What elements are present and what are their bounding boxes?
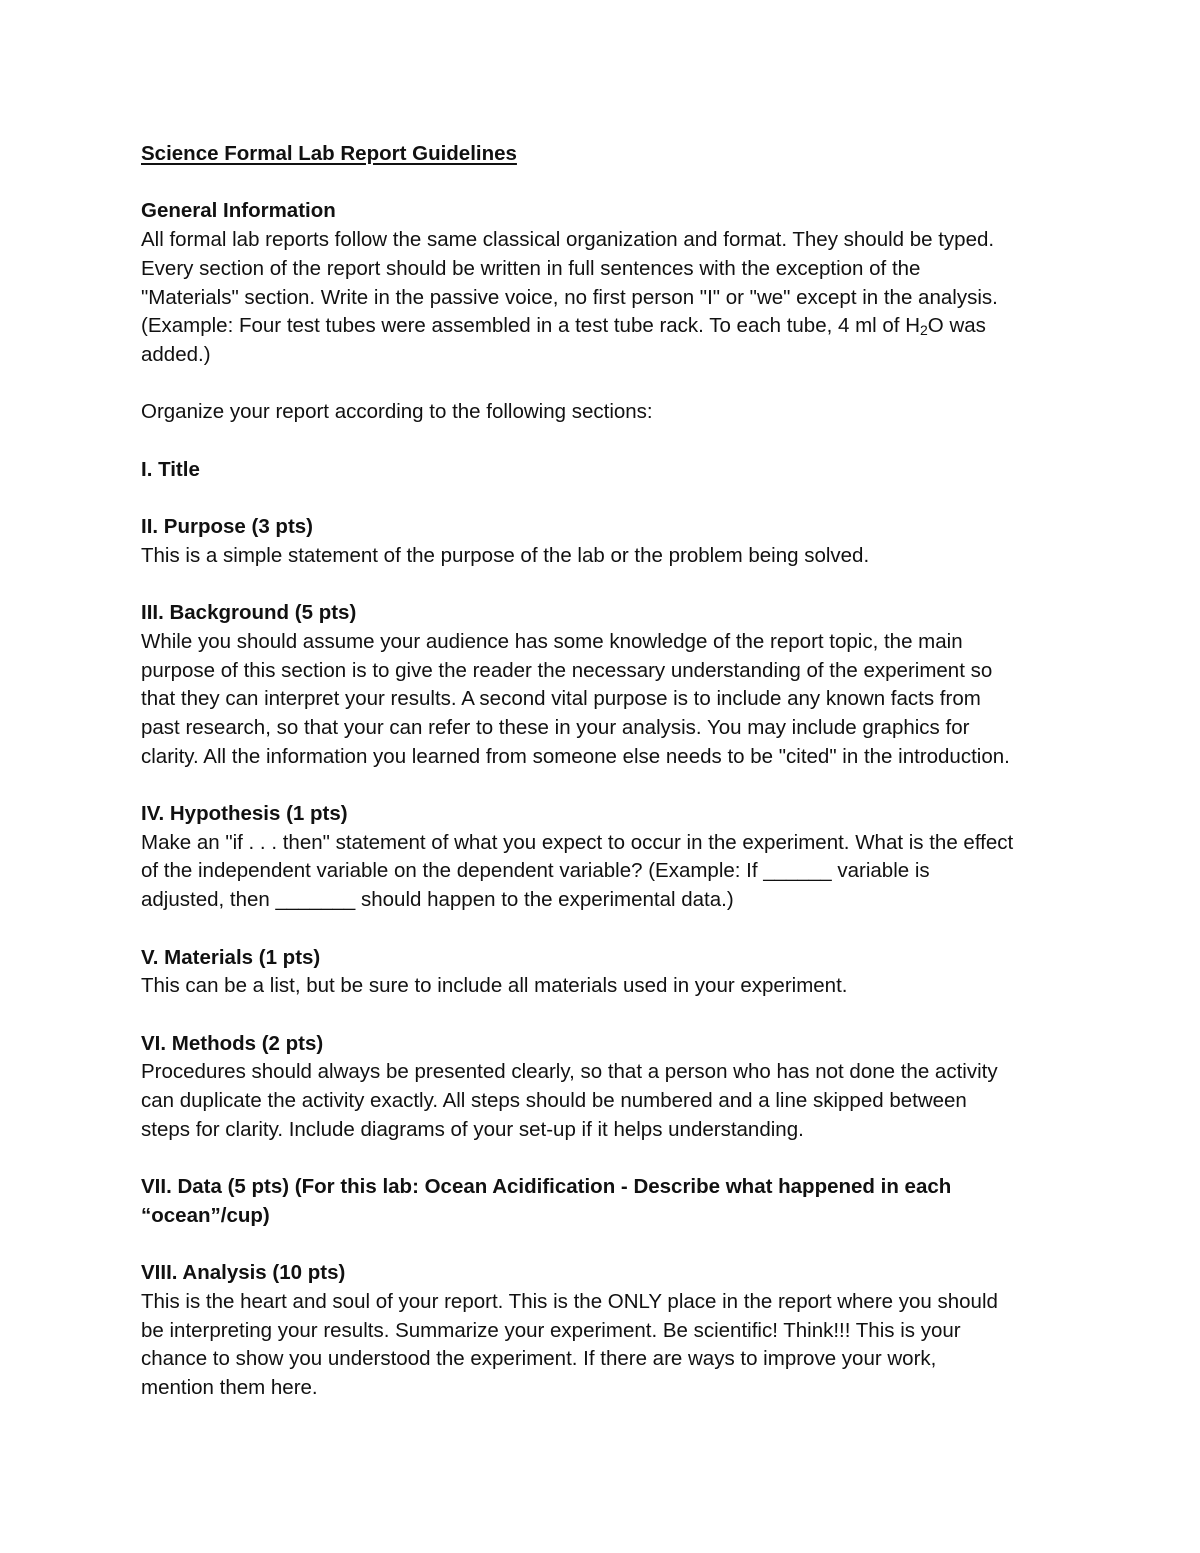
example-text-prefix: (Example: Four test tubes were assembled in a test tube rack. To each tube, 4 ml of H	[141, 314, 920, 338]
section-purpose-line: This is a simple statement of the purpose of the lab or the problem being solved.	[141, 543, 870, 567]
spacer	[141, 370, 1071, 399]
document-title: Science Formal Lab Report Guidelines	[141, 142, 517, 165]
section-materials-heading: V. Materials (1 pts)	[141, 945, 321, 969]
section-methods-heading: VI. Methods (2 pts)	[141, 1031, 324, 1055]
spacer	[141, 427, 1071, 456]
section-methods-line: Procedures should always be presented clearly, so that a person who has not done the activity	[141, 1060, 998, 1084]
organize-instruction: Organize your report according to the following sections:	[141, 400, 653, 424]
example-text-suffix: O was	[927, 314, 986, 338]
section-analysis-line: be interpreting your results. Summarize your experiment. Be scientific! Think!!! This is your	[141, 1318, 961, 1342]
general-information-example-line	[141, 312, 1071, 341]
general-information-line: "Materials" section. Write in the passive voice, no first person "I" or "we" except in the analysis.	[141, 285, 998, 309]
section-background-line: past research, so that your can refer to these in your analysis. You may include graphics for	[141, 715, 970, 739]
general-information-example-end: added.)	[141, 342, 211, 366]
spacer	[141, 169, 1071, 198]
section-analysis-line: mention them here.	[141, 1376, 318, 1400]
section-analysis-line: chance to show you understood the experiment. If there are ways to improve your work,	[141, 1347, 937, 1371]
section-hypothesis-line: adjusted, then _______ should happen to the experimental data.)	[141, 888, 734, 912]
section-data-heading: VII. Data (5 pts) (For this lab: Ocean Acidification - Describe what happened in each	[141, 1175, 952, 1199]
section-materials-line: This can be a list, but be sure to include all materials used in your experiment.	[141, 974, 848, 998]
section-hypothesis-line: Make an "if . . . then" statement of what you expect to occur in the experiment. What is the effect	[141, 830, 1014, 854]
spacer	[141, 915, 1071, 944]
section-title-heading: I. Title	[141, 457, 200, 481]
spacer	[141, 771, 1071, 800]
spacer	[141, 570, 1071, 599]
subscript-two: 2	[920, 322, 928, 339]
spacer	[141, 1144, 1071, 1173]
section-methods-line: steps for clarity. Include diagrams of your set-up if it helps understanding.	[141, 1117, 804, 1141]
section-background-line: purpose of this section is to give the reader the necessary understanding of the experiment so	[141, 658, 993, 682]
document-page	[141, 140, 1071, 1403]
section-background-line: While you should assume your audience has some knowledge of the report topic, the main	[141, 629, 963, 653]
section-purpose-heading: II. Purpose (3 pts)	[141, 515, 313, 539]
general-information-heading: General Information	[141, 199, 336, 223]
section-hypothesis-heading: IV. Hypothesis (1 pts)	[141, 802, 348, 826]
section-background-line: that they can interpret your results. A second vital purpose is to include any known facts from	[141, 687, 981, 711]
section-analysis-line: This is the heart and soul of your report. This is the ONLY place in the report where you should	[141, 1289, 998, 1313]
general-information-line: All formal lab reports follow the same classical organization and format. They should be typed.	[141, 228, 995, 252]
spacer	[141, 1231, 1071, 1260]
section-background-line: clarity. All the information you learned from someone else needs to be "cited" in the introduction.	[141, 744, 1010, 768]
section-methods-line: can duplicate the activity exactly. All steps should be numbered and a line skipped between	[141, 1089, 967, 1113]
spacer	[141, 1001, 1071, 1030]
section-hypothesis-line: of the independent variable on the dependent variable? (Example: If ______ variable is	[141, 859, 930, 883]
section-background-heading: III. Background (5 pts)	[141, 601, 357, 625]
section-analysis-heading: VIII. Analysis (10 pts)	[141, 1261, 346, 1285]
general-information-line: Every section of the report should be written in full sentences with the exception of the	[141, 256, 921, 280]
spacer	[141, 484, 1071, 513]
section-data-heading-continued: “ocean”/cup)	[141, 1203, 270, 1227]
